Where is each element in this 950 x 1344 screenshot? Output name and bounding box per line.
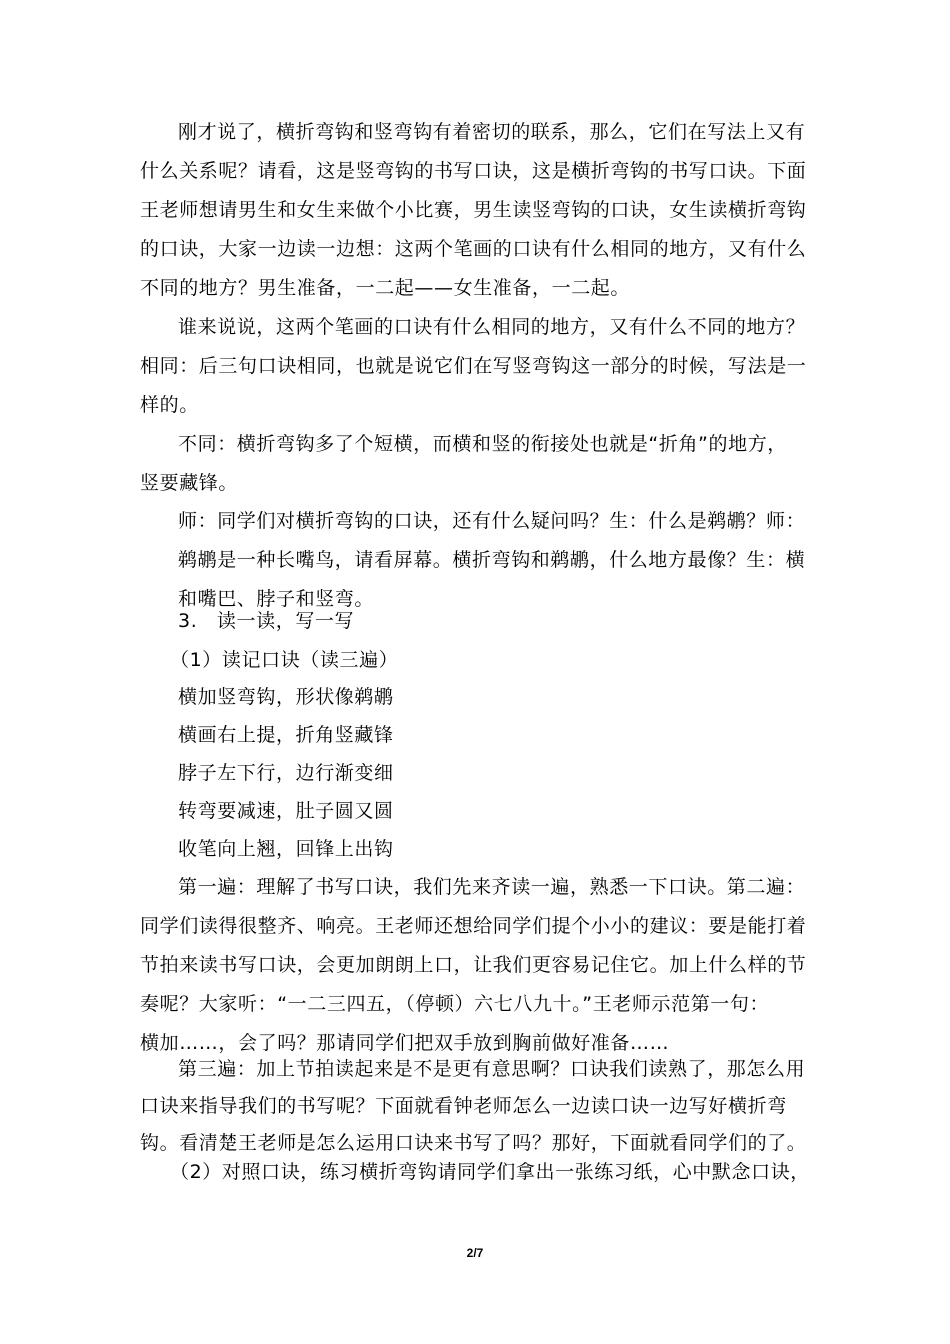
text-line: 同学们读得很整齐、响亮。王老师还想给同学们提个小小的建议：要是能打着	[140, 915, 807, 937]
text-line: 奏呢？大家听：“一二三四五，（停顿）六七八九十。”王老师示范第一句：	[140, 993, 770, 1015]
text-line: （2）对照口诀，练习横折弯钩请同学们拿出一张练习纸，心中默念口诀，	[170, 1161, 810, 1183]
paragraph-4	[178, 506, 806, 614]
text-line: 口诀来指导我们的书写呢？下面就看钟老师怎么一边读口诀一边写好横折弯	[140, 1095, 787, 1117]
rhyme-line: 脖子左下行，边行渐变细	[178, 762, 394, 784]
sub-heading: （1）读记口诀（读三遍）	[170, 649, 399, 671]
paragraph-1	[140, 117, 807, 303]
paragraph-2	[140, 312, 807, 420]
text-line: 不同：横折弯钩多了个短横，而横和竖的衔接处也就是“折角”的地方，	[178, 433, 787, 455]
text-line: 的口诀，大家一边读一边想：这两个笔画的口诀有什么相同的地方，又有什么	[140, 238, 807, 260]
text-line: 钩。看清楚王老师是怎么运用口诀来书写了吗？那好，下面就看同学们的了。	[140, 1132, 807, 1154]
text-line: 谁来说说，这两个笔画的口诀有什么相同的地方，又有什么不同的地方？	[178, 316, 806, 338]
paragraph-7	[140, 1157, 810, 1187]
text-line: 样的。	[140, 394, 199, 416]
text-line: 第三遍：加上节拍读起来是不是更有意思啊？口诀我们读熟了，那怎么用	[178, 1058, 806, 1080]
page-number: 2/7	[466, 1246, 484, 1260]
text-line: 第一遍：理解了书写口诀，我们先来齐读一遍，熟悉一下口诀。第二遍：	[178, 876, 806, 898]
paragraph-5	[140, 872, 807, 1058]
rhyme-line: 转弯要减速，肚子圆又圆	[178, 800, 394, 822]
text-line: 相同：后三句口诀相同，也就是说它们在写竖弯钩这一部分的时候，写法是一	[140, 355, 807, 377]
text-line: 师：同学们对横折弯钩的口诀，还有什么疑问吗？生：什么是鹈鹕？师：	[178, 510, 806, 532]
rhyme-line: 横加竖弯钩，形状像鹈鹕	[178, 686, 394, 708]
section-heading: 3. 读一读，写一写	[178, 610, 355, 632]
rhyme-line: 收笔向上翘，回锋上出钩	[178, 838, 394, 860]
text-line: 刚才说了，横折弯钩和竖弯钩有着密切的联系，那么，它们在写法上又有	[178, 121, 806, 143]
text-line: 和嘴巴、脖子和竖弯。	[178, 588, 375, 610]
text-line: 节拍来读书写口诀，会更加朗朗上口，让我们更容易记住它。加上什么样的节	[140, 954, 807, 976]
text-line: 什么关系呢？请看，这是竖弯钩的书写口诀，这是横折弯钩的书写口诀。下面	[140, 160, 807, 182]
paragraph-6	[140, 1054, 807, 1158]
paragraph-3	[140, 429, 796, 498]
text-line: 不同的地方？男生准备，一二起——女生准备，一二起。	[140, 277, 631, 299]
text-line: 王老师想请男生和女生来做个小比赛，男生读竖弯钩的口诀，女生读横折弯钩	[140, 199, 807, 221]
rhyme-line: 横画右上提，折角竖藏锋	[178, 724, 394, 746]
text-line: 竖要藏锋。	[140, 472, 239, 494]
text-line: 横加……，会了吗？那请同学们把双手放到胸前做好准备……	[140, 1032, 670, 1054]
text-line: 鹈鹕是一种长嘴鸟，请看屏幕。横折弯钩和鹈鹕，什么地方最像？生：横	[178, 549, 806, 571]
